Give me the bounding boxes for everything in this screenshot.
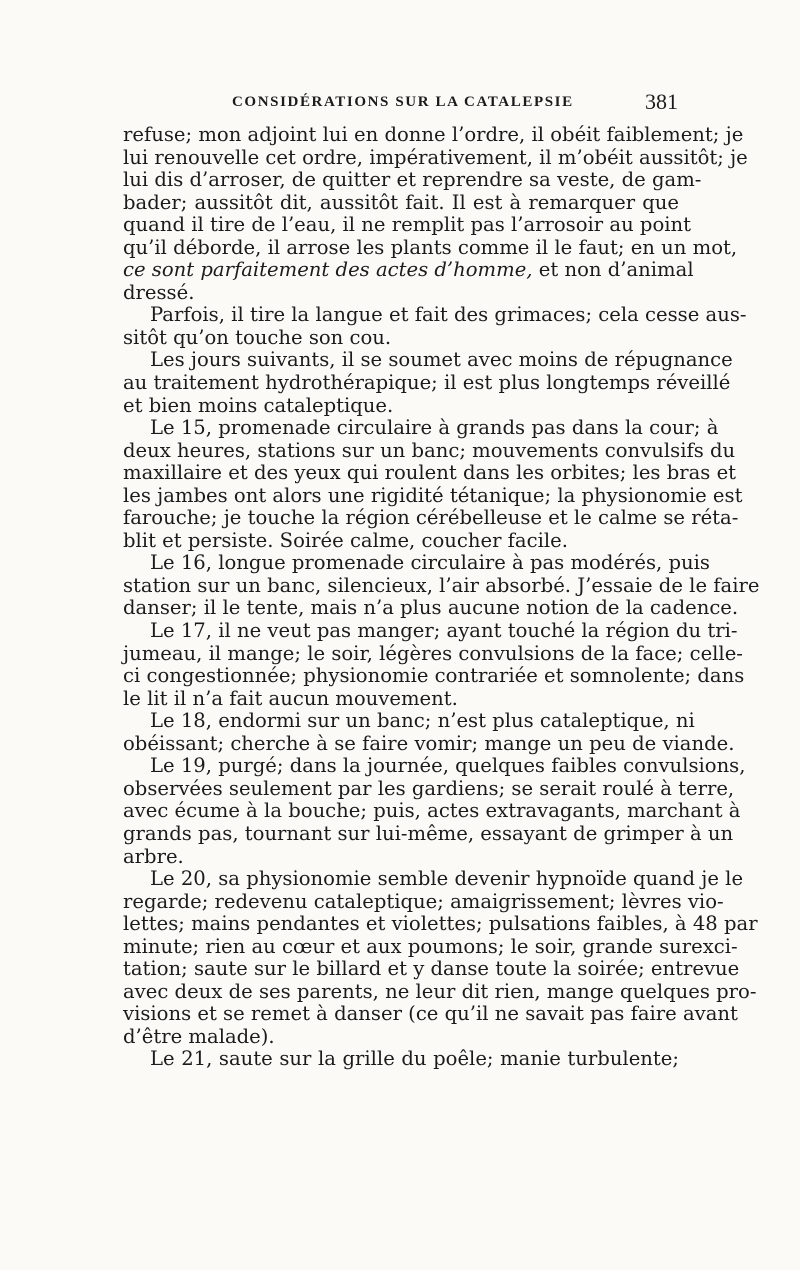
text-line: les jambes ont alors une rigidité tétanique; la physionomie est bbox=[123, 483, 743, 507]
text-line: ce sont parfaitement des actes d’homme, et non d’animal bbox=[123, 258, 694, 282]
text-line: Le 16, longue promenade circulaire à pas modérés, puis bbox=[150, 551, 710, 575]
page-number: 381 bbox=[645, 89, 678, 114]
text-line: lettes; mains pendantes et violettes; pulsations faibles, à 48 par bbox=[123, 912, 758, 936]
text-line: le lit il n’a fait aucun mouvement. bbox=[123, 686, 458, 710]
text-line: Le 17, il ne veut pas manger; ayant touché la région du tri- bbox=[150, 619, 738, 643]
text-line: obéissant; cherche à se faire vomir; mange un peu de viande. bbox=[123, 731, 735, 755]
text-line: au traitement hydrothérapique; il est plus longtemps réveillé bbox=[123, 371, 731, 395]
text-line: quand il tire de l’eau, il ne remplit pas l’arrosoir au point bbox=[123, 213, 692, 237]
text-line: refuse; mon adjoint lui en donne l’ordre, il obéit faiblement; je bbox=[123, 123, 744, 146]
text-line: Le 15, promenade circulaire à grands pas dans la cour; à bbox=[150, 416, 719, 440]
body-text bbox=[123, 123, 760, 1071]
text-line: grands pas, tournant sur lui-même, essayant de grimper à un bbox=[123, 821, 734, 845]
text-line: dressé. bbox=[123, 280, 195, 304]
text-line: minute; rien au cœur et aux poumons; le soir, grande surexci- bbox=[123, 934, 738, 958]
text-line: bader; aussitôt dit, aussitôt fait. Il est à remarquer que bbox=[123, 190, 679, 214]
text-line: observées seulement par les gardiens; se serait roulé à terre, bbox=[123, 776, 735, 800]
running-head bbox=[232, 89, 680, 116]
text-line: avec écume à la bouche; puis, actes extravagants, marchant à bbox=[123, 799, 741, 823]
text-line: Parfois, il tire la langue et fait des grimaces; cela cesse aus- bbox=[150, 303, 747, 327]
text-line: tation; saute sur le billard et y danse toute la soirée; entrevue bbox=[123, 957, 740, 981]
text-line: farouche; je touche la région cérébelleuse et le calme se réta- bbox=[123, 506, 739, 530]
running-title: CONSIDÉRATIONS SUR LA CATALEPSIE bbox=[232, 94, 574, 110]
text-line: Le 19, purgé; dans la journée, quelques faibles convulsions, bbox=[150, 754, 746, 778]
emphasized-phrase: ce sont parfaitement des actes d’homme, bbox=[123, 258, 533, 282]
text-line: qu’il déborde, il arrose les plants comme il le faut; en un mot, bbox=[123, 235, 738, 259]
text-line: sitôt qu’on touche son cou. bbox=[123, 325, 392, 349]
text-line: lui renouvelle cet ordre, impérativement, il m’obéit aussitôt; je bbox=[123, 145, 748, 169]
text-line: regarde; redevenu cataleptique; amaigrissement; lèvres vio- bbox=[123, 889, 724, 913]
text-line: jumeau, il mange; le soir, légères convulsions de la face; celle- bbox=[123, 641, 743, 665]
text-line: Le 21, saute sur la grille du poêle; manie turbulente; bbox=[150, 1047, 679, 1071]
text-line: Le 20, sa physionomie semble devenir hypnoïde quand je le bbox=[150, 867, 744, 891]
text-line: Les jours suivants, il se soumet avec moins de répugnance bbox=[150, 348, 733, 372]
text-line: ci congestionnée; physionomie contrariée et somnolente; dans bbox=[123, 664, 745, 688]
text-line: deux heures, stations sur un banc; mouvements convulsifs du bbox=[123, 438, 736, 462]
text-line: d’être malade). bbox=[123, 1024, 275, 1048]
text-line: arbre. bbox=[123, 844, 184, 868]
text-line: blit et persiste. Soirée calme, coucher facile. bbox=[123, 528, 568, 552]
text-line: Le 18, endormi sur un banc; n’est plus cataleptique, ni bbox=[150, 709, 695, 733]
text-line: et bien moins cataleptique. bbox=[123, 393, 394, 417]
text-line: avec deux de ses parents, ne leur dit rien, mange quelques pro- bbox=[123, 979, 757, 1003]
text-line: maxillaire et des yeux qui roulent dans les orbites; les bras et bbox=[123, 461, 737, 485]
text-line: visions et se remet à danser (ce qu’il ne savait pas faire avant bbox=[123, 1002, 738, 1026]
text-line: station sur un banc, silencieux, l’air absorbé. J’essaie de le faire bbox=[123, 573, 760, 597]
text-line: lui dis d’arroser, de quitter et reprendre sa veste, de gam- bbox=[123, 168, 702, 192]
text-line: danser; il le tente, mais n’a plus aucune notion de la cadence. bbox=[123, 596, 739, 620]
